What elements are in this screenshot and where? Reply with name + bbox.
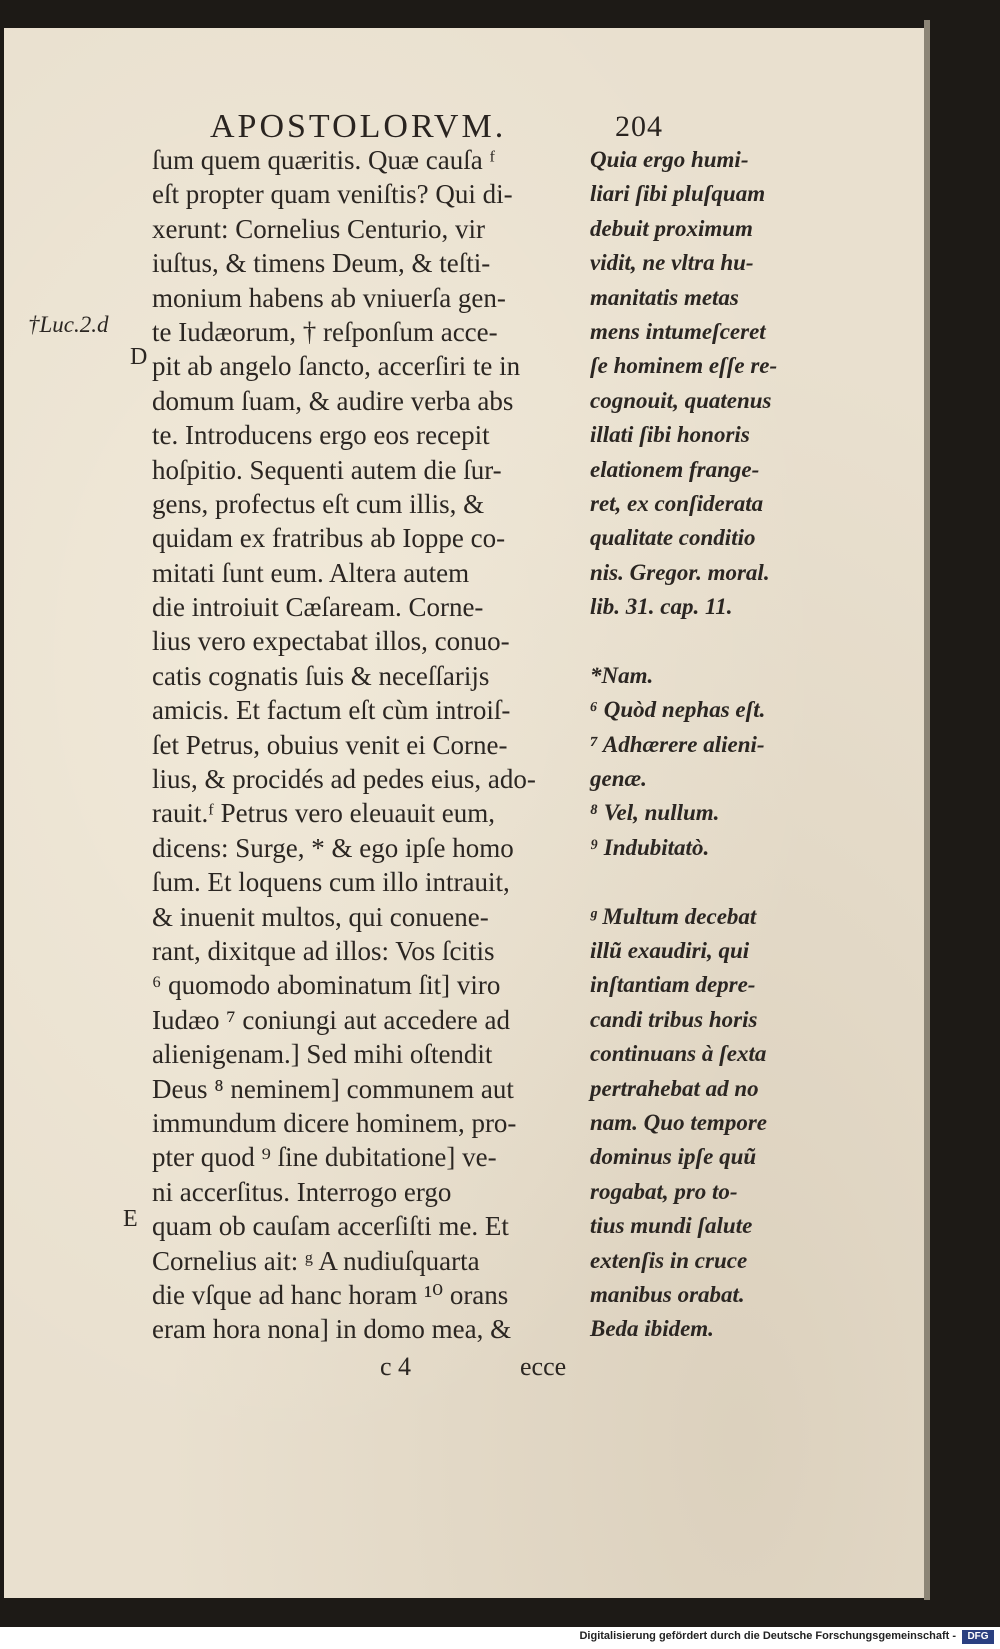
text-line: xerunt: Cornelius Centurio, vir [152, 213, 485, 244]
text-line: alienigenam.] Sed mihi oſtendit [152, 1039, 493, 1070]
gloss-line: continuans à ſexta [590, 1041, 767, 1067]
text-line: amicis. Et factum eſt cùm introiſ- [152, 695, 511, 726]
page-edge [924, 20, 930, 1600]
text-line: pit ab angelo ſancto, accerſiri te in [152, 351, 521, 382]
text-line: iuſtus, & timens Deum, & teſti- [152, 248, 491, 279]
gloss-line: rogabat, pro to- [590, 1178, 738, 1204]
gloss-line [590, 624, 805, 658]
text-line: die introiuit Cæſaream. Corne- [152, 592, 484, 623]
text-line: te Iudæorum, † reſponſum acce- [152, 316, 498, 347]
text-line: pter quod ⁹ ſine dubitatione] ve- [152, 1142, 497, 1173]
gloss-line: illati ſibi honoris [590, 422, 750, 448]
gloss-line: inſtantiam depre- [590, 972, 756, 998]
gloss-line: manibus orabat. [590, 1281, 745, 1307]
text-line: & inuenit multos, qui conuene- [152, 901, 489, 932]
signature-mark: c 4 [380, 1352, 412, 1381]
text-line: ſum quem quæritis. Quæ cauſa ᶠ [152, 145, 496, 175]
text-line: rauit.ᶠ Petrus vero eleuauit eum, [152, 798, 496, 829]
gloss-line: qualitate conditio [590, 525, 756, 551]
gloss-line: Quia ergo humi- [590, 147, 749, 172]
text-line: lius, & procidés ad pedes eius, ado- [152, 764, 536, 795]
text-line: quam ob cauſam accerſiſti me. Et [152, 1211, 509, 1242]
text-line: monium habens ab vniuerſa gen- [152, 282, 506, 313]
text-line: immundum dicere hominem, pro- [152, 1107, 517, 1138]
page-number: 204 [615, 110, 663, 143]
text-line: catis cognatis ſuis & neceſſarijs [152, 660, 490, 691]
gloss-line: vidit, ne vltra hu- [590, 250, 754, 276]
gloss-line [590, 865, 805, 899]
text-line: gens, profectus eſt cum illis, & [152, 488, 485, 519]
text-line: te. Introducens ergo eos recepit [152, 420, 490, 451]
gloss-line: extenſis in cruce [590, 1247, 748, 1273]
gloss-line: nis. Gregor. moral. [590, 559, 770, 585]
gloss-line: illũ exaudiri, qui [590, 937, 750, 963]
text-line: dicens: Surge, * & ego ipſe homo [152, 832, 514, 863]
gloss-line: ⁹ Indubitatò. [590, 834, 710, 860]
catchword: ecce [520, 1352, 567, 1381]
text-line: Cornelius ait: ᵍ A nudiuſquarta [152, 1245, 480, 1276]
gloss-line: debuit proximum [590, 215, 753, 241]
gloss-line: ſe hominem eſſe re- [590, 353, 778, 379]
running-header [210, 108, 690, 148]
gloss-line: candi tribus horis [590, 1006, 758, 1032]
text-line: Iudæo ⁷ coniungi aut accedere ad [152, 1004, 511, 1035]
text-line: ſum. Et loquens cum illo intrauit, [152, 867, 510, 898]
gloss-line: ⁶ Quòd nephas eſt. [590, 697, 766, 723]
gloss-line: nam. Quo tempore [590, 1109, 767, 1135]
gloss-line: elationem frange- [590, 456, 760, 482]
text-line: hoſpitio. Sequenti autem die ſur- [152, 454, 502, 485]
gloss-line: ret, ex conſiderata [590, 490, 764, 516]
text-line: ⁶ quomodo abominatum ſit] viro [152, 970, 501, 1001]
section-marker-e: E [123, 1206, 138, 1232]
gloss-line: liari ſibi pluſquam [590, 181, 766, 207]
gloss-line: *Nam. [590, 662, 654, 688]
gloss-line: dominus ipſe quũ [590, 1144, 757, 1170]
gloss-line: ⁸ Vel, nullum. [590, 800, 720, 826]
text-line: mitati ſunt eum. Altera autem [152, 557, 470, 588]
text-line: quidam ex fratribus ab Ioppe co- [152, 523, 506, 554]
text-line: rant, dixitque ad illos: Vos ſcitis [152, 935, 495, 966]
gloss-line: genæ. [590, 766, 647, 792]
footer-bar [0, 1627, 1000, 1649]
section-marker-d: D [130, 344, 148, 370]
gloss-line: cognouit, quatenus [590, 387, 772, 413]
text-line: eſt propter quam veniſtis? Qui di- [152, 179, 513, 210]
gloss-line: pertrahebat ad no [590, 1075, 759, 1101]
footer-credit: Digitalisierung gefördert durch die Deutsche Forschungsgemeinschaft - [579, 1630, 956, 1642]
gloss-line: manitatis metas [590, 284, 739, 310]
gloss-line: lib. 31. cap. 11. [590, 594, 733, 620]
gloss-line: mens intumeſceret [590, 318, 766, 344]
text-line: ni accerſitus. Interrogo ergo [152, 1176, 452, 1207]
dfg-logo: DFG [962, 1630, 994, 1644]
text-line: ſet Petrus, obuius venit ei Corne- [152, 729, 508, 760]
text-line: eram hora nona] in domo mea, & [152, 1314, 512, 1345]
gloss-line: tius mundi ſalute [590, 1213, 753, 1239]
gloss-line: ⁷ Adhærere alieni- [590, 731, 765, 757]
gloss-column [590, 143, 805, 1347]
gloss-line: ᵍ Multum decebat [590, 903, 757, 929]
text-line: Deus ⁸ neminem] communem aut [152, 1073, 514, 1104]
text-line: lius vero expectabat illos, conuo- [152, 626, 510, 657]
margin-reference: †Luc.2.d [28, 312, 109, 337]
text-line: domum ſuam, & audire verba abs [152, 385, 514, 416]
running-title: APOSTOLORVM. [210, 108, 507, 145]
main-text-column [152, 143, 582, 1347]
text-line: die vſque ad hanc horam ¹⁰ orans [152, 1279, 509, 1310]
gloss-line: Beda ibidem. [590, 1316, 714, 1342]
